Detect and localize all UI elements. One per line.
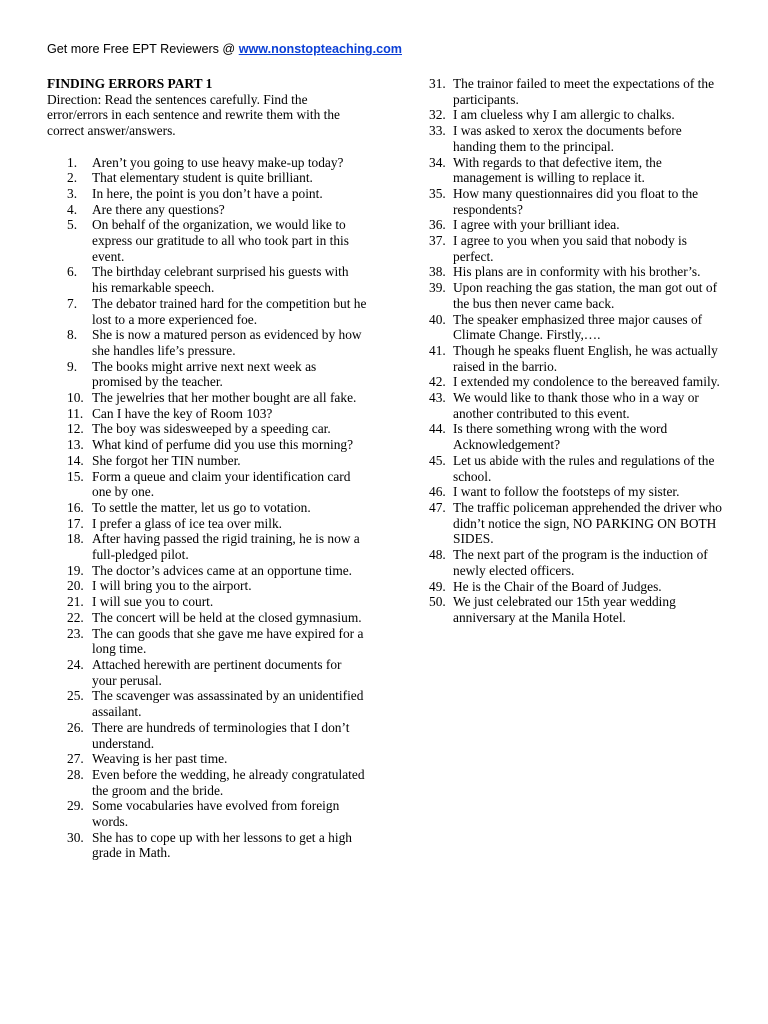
item-number: 17. [67,515,84,531]
list-item [47,594,367,610]
list-item [418,280,728,311]
right-column [418,76,728,626]
list-item [418,233,728,264]
left-column [47,76,367,861]
item-number: 50. [429,594,446,610]
list-item [47,421,367,437]
item-number: 37. [429,233,446,249]
list-item [418,217,728,233]
list-item [418,484,728,500]
list-item [418,547,728,578]
list-item [418,579,728,595]
list-item [47,720,367,751]
item-number: 38. [429,264,446,280]
item-number: 6. [67,264,78,280]
list-item [418,155,728,186]
item-sentence: The speaker emphasized three major causes of Climate Change. Firstly,…. [453,311,703,343]
item-sentence: I agree with your brilliant idea. [453,217,620,233]
item-sentence: To settle the matter, let us go to votation. [92,499,311,515]
list-item [418,186,728,217]
list-item [47,610,367,626]
item-sentence: The books might arrive next next week as promised by the teacher. [92,358,317,390]
item-sentence: The concert will be held at the closed gymnasium. [92,609,362,625]
list-item [47,186,367,202]
item-number: 14. [67,452,84,468]
list-item [47,453,367,469]
item-number: 7. [67,295,78,311]
list-item [47,657,367,688]
item-sentence: The doctor’s advices came at an opportune time. [92,562,353,578]
item-number: 31. [429,76,446,91]
item-sentence: Weaving is her past time. [92,751,228,767]
item-number: 11. [67,405,84,421]
item-number: 21. [67,594,84,610]
item-sentence: I prefer a glass of ice tea over milk. [92,515,282,531]
item-sentence: The birthday celebrant surprised his guests with his remarkable speech. [92,264,349,296]
item-number: 40. [429,311,446,327]
item-number: 13. [67,437,84,453]
item-sentence: On behalf of the organization, we would like to express our gratitude to all who took part in this event. [92,217,349,264]
list-item [418,264,728,280]
item-sentence: She forgot her TIN number. [92,452,241,468]
item-number: 42. [429,374,446,390]
item-number: 5. [67,217,78,233]
item-number: 15. [67,468,84,484]
list-item [47,751,367,767]
item-sentence: What kind of perfume did you use this morning? [92,437,354,453]
item-sentence: How many questionnaires did you float to the respondents? [453,185,699,217]
list-item [47,264,367,295]
list-item [47,296,367,327]
item-number: 48. [429,547,446,563]
list-item [47,830,367,861]
item-sentence: That elementary student is quite brilliant. [92,170,313,186]
list-item [47,437,367,453]
item-sentence: His plans are in conformity with his brother’s. [453,264,701,280]
list-item [47,202,367,218]
item-sentence: Attached herewith are pertinent documents for your perusal. [92,657,342,688]
list-item [47,688,367,719]
item-number: 33. [429,123,446,139]
item-sentence: The next part of the program is the induction of newly elected officers. [453,547,708,578]
item-sentence: I extended my condolence to the bereaved family. [453,374,720,390]
list-item [418,374,728,390]
item-sentence: With regards to that defective item, the management is willing to replace it. [453,154,662,186]
item-sentence: Form a queue and claim your identification card one by one. [92,468,351,500]
item-sentence: Even before the wedding, he already congratulated the groom and the bride. [92,766,365,798]
item-sentence: The trainor failed to meet the expectations of the participants. [453,76,715,107]
list-item [47,516,367,532]
item-sentence: After having passed the rigid training, he is now a full-pledged pilot. [92,531,360,563]
item-number: 2. [67,170,78,186]
item-sentence: I will sue you to court. [92,594,214,610]
list-item [418,390,728,421]
item-sentence: Let us abide with the rules and regulations of the school. [453,452,715,484]
header-text: Get more Free EPT Reviewers @ [47,42,239,56]
worksheet-title: FINDING ERRORS PART 1 [47,76,213,91]
list-item [47,767,367,798]
item-number: 3. [67,185,78,201]
item-sentence: I was asked to xerox the documents before handing them to the principal. [453,123,682,154]
item-number: 35. [429,185,446,201]
list-item [418,421,728,452]
item-number: 18. [67,531,84,547]
item-sentence: The can goods that she gave me have expired for a long time. [92,625,364,657]
item-number: 32. [429,107,446,123]
item-sentence: The jewelries that her mother bought are all fake. [92,390,357,406]
item-number: 36. [429,217,446,233]
list-item [47,500,367,516]
item-number: 16. [67,499,84,515]
item-number: 9. [67,358,78,374]
item-sentence: She has to cope up with her lessons to get a high grade in Math. [92,829,352,861]
list-item [47,798,367,829]
item-number: 28. [67,766,84,782]
item-number: 27. [67,751,84,767]
page-header [47,42,402,56]
item-number: 41. [429,342,446,358]
item-sentence: He is the Chair of the Board of Judges. [453,578,662,594]
item-number: 46. [429,484,446,500]
item-number: 19. [67,562,84,578]
item-sentence: We would like to thank those who in a way or another contributed to this event. [453,390,699,421]
sentence-list-right [418,76,728,626]
item-number: 24. [67,657,84,672]
item-sentence: I agree to you when you said that nobody is perfect. [453,233,687,264]
item-number: 23. [67,625,84,641]
direction-text: Direction: Read the sentences carefully. Find the error/errors in each sentence and rewrite them with the correct answer/answers. [47,91,340,139]
item-sentence: In here, the point is you don’t have a point. [92,185,323,201]
item-number: 12. [67,421,84,437]
item-sentence: Though he speaks fluent English, he was actually raised in the barrio. [453,342,718,374]
list-item [47,406,367,422]
list-item [47,469,367,500]
item-number: 10. [67,390,84,406]
list-item [47,170,367,186]
list-item [47,217,367,264]
item-sentence: The boy was sidesweeped by a speeding car. [92,421,331,437]
list-item [47,563,367,579]
item-number: 34. [429,154,446,170]
item-sentence: Is there something wrong with the word Acknowledgement? [453,421,668,453]
list-item [418,453,728,484]
item-sentence: Aren’t you going to use heavy make-up today? [92,154,344,170]
item-sentence: Some vocabularies have evolved from foreign words. [92,798,340,830]
list-item [418,594,728,625]
list-item [418,312,728,343]
item-number: 1. [67,154,78,170]
list-item [418,76,728,107]
item-number: 39. [429,280,446,296]
item-sentence: I am clueless why I am allergic to chalks. [453,107,675,123]
item-sentence: I want to follow the footsteps of my sister. [453,484,680,500]
item-sentence: The traffic policeman apprehended the driver who didn’t notice the sign, NO PARKING ON BOTH SIDES. [453,499,722,547]
list-item [47,626,367,657]
item-sentence: Are there any questions? [92,201,225,217]
item-number: 49. [429,578,446,594]
list-item [418,107,728,123]
item-number: 20. [67,578,84,594]
list-item [47,578,367,594]
sentence-list-left [47,155,367,862]
item-sentence: There are hundreds of terminologies that I don’t understand. [92,719,350,751]
item-number: 43. [429,390,446,406]
item-sentence: Upon reaching the gas station, the man got out of the bus then never came back. [453,280,718,311]
item-number: 4. [67,201,78,217]
list-item [47,531,367,562]
item-number: 25. [67,688,84,704]
item-sentence: She is now a matured person as evidenced by how she handles life’s pressure. [92,327,362,358]
item-number: 22. [67,609,84,625]
list-item [47,359,367,390]
list-item [47,390,367,406]
item-number: 44. [429,421,446,437]
item-sentence: The debator trained hard for the competition but he lost to a more experienced foe. [92,295,367,327]
item-sentence: I will bring you to the airport. [92,578,252,594]
list-item [418,500,728,547]
website-link[interactable]: www.nonstopteaching.com [238,42,402,56]
item-number: 29. [67,798,84,814]
list-item [47,327,367,358]
list-item [418,343,728,374]
item-number: 45. [429,452,446,468]
item-number: 8. [67,327,78,343]
item-number: 30. [67,829,84,845]
item-number: 26. [67,719,84,735]
list-item [47,155,367,171]
item-sentence: The scavenger was assassinated by an unidentified assailant. [92,688,364,720]
list-item [418,123,728,154]
item-sentence: Can I have the key of Room 103? [92,405,273,421]
item-sentence: We just celebrated our 15th year wedding anniversary at the Manila Hotel. [453,594,676,625]
item-number: 47. [429,499,446,515]
